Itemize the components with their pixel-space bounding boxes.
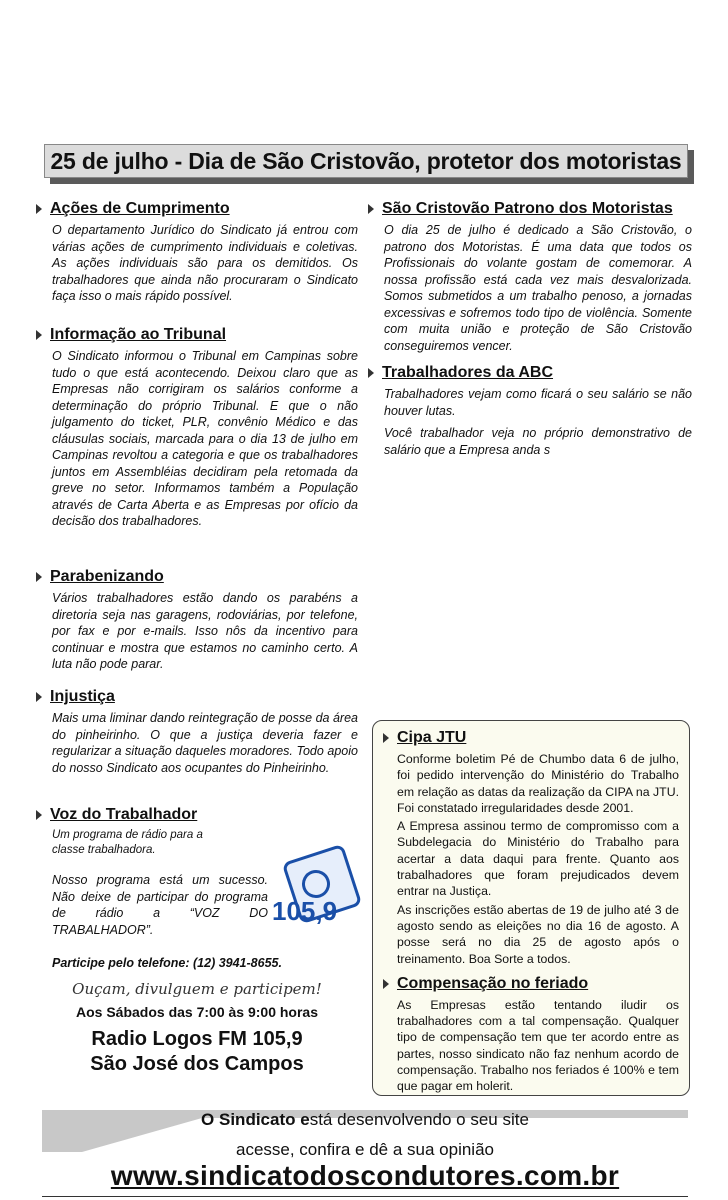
comp-text: As Empresas estão tentando iludir os trabalhadores com a tal compensação. Qualquer tipo de compensação tem que ter acordo entre as partes, nosso sindicato não faz nenhum acordo de compensação. Trabalho nos feriados é 100% e tem que pagar em holerit.: [397, 997, 679, 1094]
section-text: O Sindicato informou o Tribunal em Campinas sobre tudo o que está acontecendo. Deixou claro que as Empresas não corrigiram os salários conforme a determinação do próprio Tribunal. E que o não julgamento do ticket, PLR, convênio Médico e das cláusulas sociais, marcada para o dia 13 de julho em Campinas revoltou a categoria e que os trabalhadores juntos em Assembléias decidiram pela retomada da greve no setor. Informamos também a População através de Carta Aberta e as Empresas por ofício da decisão dos trabalhadores.: [52, 349, 358, 528]
slogan: Ouçam, divulguem e participem!: [72, 980, 322, 998]
footer-rest: stá desenvolvendo o seu site: [309, 1110, 529, 1129]
bullet-arrow-icon: [383, 979, 389, 989]
bullet-arrow-icon: [36, 692, 42, 702]
section-title: Compensação no feriado: [397, 974, 589, 992]
section-text: O departamento Jurídico do Sindicato já entrou com várias ações de cumprimento individuais e coletivas. As ações individuais são para os demitidos. Os trabalhadores que ainda não procuraram o Sindicato faça isso o mais rápido possível.: [52, 223, 358, 303]
section-text: Trabalhadores vejam como ficará o seu salário se não houver lutas.: [384, 387, 692, 418]
phone-line: Participe pelo telefone: (12) 3941-8655.: [52, 956, 282, 970]
section-voz: [36, 806, 358, 1076]
section-title: Ações de Cumprimento: [50, 200, 230, 217]
cipa-text: Conforme boletim Pé de Chumbo data 6 de julho, foi pedido intervenção do Ministério do Trabalho em relação as datas da realização da CIPA na JTU. Foi constatado irregularidades desde 2001.: [397, 752, 679, 815]
headline-title: 25 de julho - Dia de São Cristovão, protetor dos motoristas: [44, 144, 688, 178]
section-informacao: [36, 326, 358, 536]
bullet-arrow-icon: [36, 204, 42, 214]
bullet-arrow-icon: [383, 733, 389, 743]
section-text: O dia 25 de julho é dedicado a São Cristovão, o patrono dos Motoristas. É uma data que todos os Profissionais do volante gostam de comemorar. A nossa profissão está cada vez mais desvalorizada. Somos submetidos a um trabalho penoso, a jornadas excessivas e sofremos todo tipo de violência. Somente com muita união e proteção de São Cristovão conseguiremos vencer.: [384, 223, 692, 353]
cipa-box: [372, 720, 690, 1096]
footer-bold: O Sindicato e: [201, 1110, 310, 1129]
radio-illustration: [272, 852, 356, 932]
bottom-rule: [42, 1196, 688, 1197]
section-sao-cristovao: [368, 200, 692, 360]
section-title: Parabenizando: [50, 568, 164, 585]
section-injustica: [36, 688, 358, 782]
section-title: Trabalhadores da ABC: [382, 364, 554, 381]
section-parabenizando: [36, 568, 358, 679]
section-title: Informação ao Tribunal: [50, 326, 227, 343]
program-text: Nosso programa está um sucesso. Não deixe de participar do programa de rádio a “VOZ DO TRABALHADOR”.: [52, 873, 268, 937]
headline-banner: [44, 144, 694, 184]
section-title: São Cristovão Patrono dos Motoristas: [382, 200, 673, 217]
radio-frequency: 105,9: [272, 896, 338, 926]
footer-line2: acesse, confira e dê a sua opinião: [235, 1140, 494, 1159]
site-url[interactable]: www.sindicatodoscondutores.com.br: [110, 1160, 620, 1191]
station-city: São José dos Campos: [90, 1053, 304, 1075]
section-title: Injustiça: [50, 688, 115, 705]
section-abc: [368, 364, 692, 464]
program-intro: Um programa de rádio para a classe trabalhadora.: [52, 829, 203, 856]
section-title: Cipa JTU: [397, 729, 467, 746]
cipa-text: A Empresa assinou termo de compromisso com a Subdelegacia do Ministério do Trabalho para acertar a data daqui para frente. Quanto aos trabalhadores que foram prejudicados devem entrar na Justiça.: [397, 819, 679, 899]
section-acoes: [36, 200, 358, 311]
footer-line1: [42, 1110, 688, 1130]
bullet-arrow-icon: [36, 810, 42, 820]
bullet-arrow-icon: [368, 204, 374, 214]
section-text: Mais uma liminar dando reintegração de posse da área do pinheirinho. O que a justiça deveria fazer e regularizar a situação daqueles moradores. Todo apoio do nosso Sindicato aos ocupantes do Pinheirinho.: [52, 711, 358, 775]
section-text: Você trabalhador veja no próprio demonstrativo de salário que a Empresa anda s: [384, 426, 692, 457]
bullet-arrow-icon: [36, 330, 42, 340]
section-title: Voz do Trabalhador: [50, 806, 198, 823]
bullet-arrow-icon: [368, 368, 374, 378]
bullet-arrow-icon: [36, 572, 42, 582]
section-text: Vários trabalhadores estão dando os parabéns a diretoria seja nas garagens, rodoviárias, por telefone, por fax e por e-mails. Isso nôs da incentivo para continuar e mostra que estamos no caminho certo. A luta não pode parar.: [52, 591, 358, 671]
station-name: Radio Logos FM 105,9: [91, 1028, 303, 1050]
schedule: Aos Sábados das 7:00 às 9:00 horas: [76, 1004, 318, 1020]
cipa-text: As inscrições estão abertas de 19 de julho até 3 de agosto sendo as eleições no dia 16 de agosto. A posse será no dia 25 de agosto após o treinamento. Boa Sorte a todos.: [397, 902, 679, 966]
